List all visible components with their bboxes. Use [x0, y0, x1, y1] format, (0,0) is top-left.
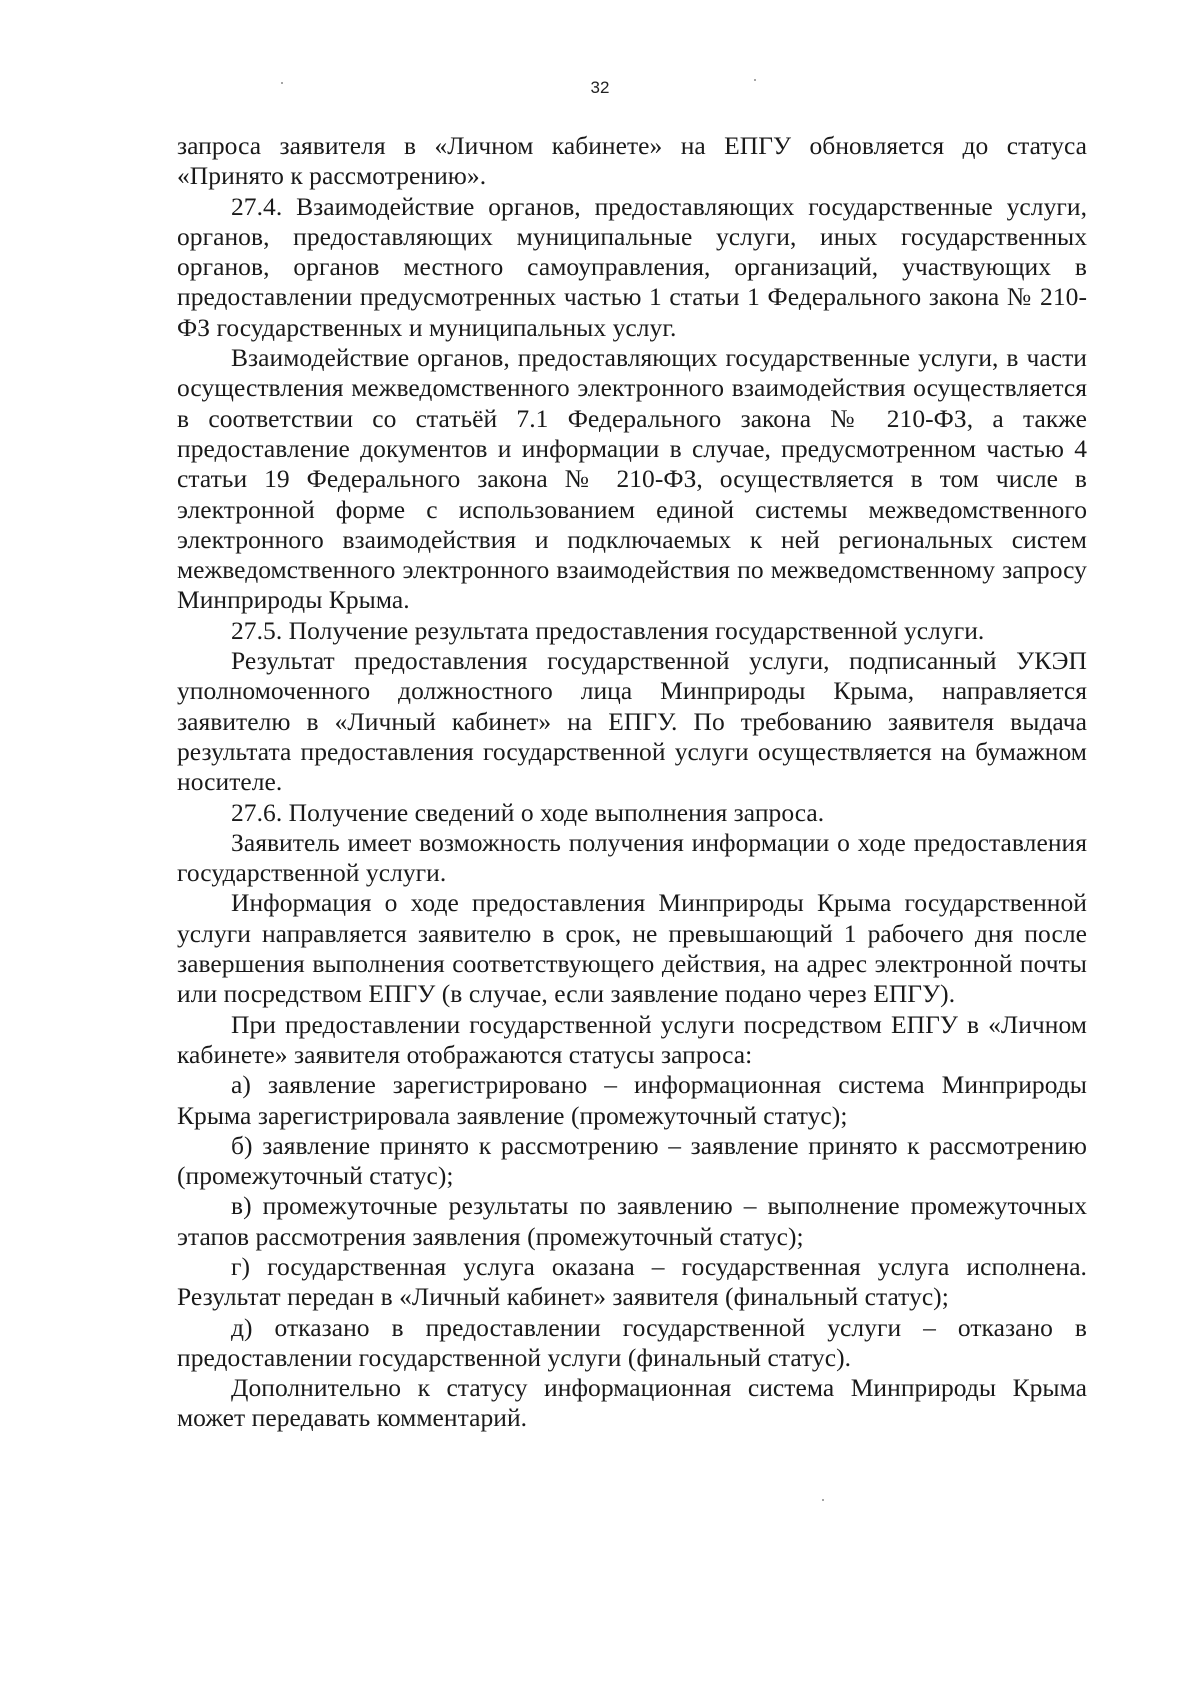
paragraph: 27.6. Получение сведений о ходе выполнения запроса.	[231, 797, 825, 827]
paragraph: Дополнительно к статусу информационная система Минприроды Крыма может передавать комментарий.	[177, 1373, 1087, 1433]
scan-speck	[754, 79, 756, 81]
list-item: б) заявление принято к рассмотрению – заявление принято к рассмотрению (промежуточный статус);	[177, 1130, 1087, 1191]
scan-speck	[281, 82, 283, 84]
list-item: а) заявление зарегистрировано – информационная система Минприроды Крыма зарегистрировала заявление (промежуточный статус);	[177, 1070, 1087, 1130]
paragraph: Заявитель имеет возможность получения информации о ходе предоставления государственной услуги.	[177, 827, 1087, 888]
list-item: г) государственная услуга оказана – государственная услуга исполнена. Результат передан в «Личный кабинет» заявителя (финальный статус);	[177, 1251, 1087, 1312]
paragraph: 27.4. Взаимодействие органов, предоставляющих государственные услуги, органов, предоставляющих муниципальные услуги, иных государственных органов, органов местного самоуправления, организаций, участвующих в предоставлении предусмотренных частью 1 статьи 1 Федерального закона № 210-ФЗ государственных и муниципальных услуг.	[177, 191, 1087, 342]
page-number: 32	[590, 78, 610, 97]
paragraph: 27.5. Получение результата предоставления государственной услуги.	[231, 615, 985, 645]
paragraph: При предоставлении государственной услуги посредством ЕПГУ в «Личном кабинете» заявителя отображаются статусы запроса:	[177, 1009, 1087, 1069]
list-item: д) отказано в предоставлении государственной услуги – отказано в предоставлении государственной услуги (финальный статус).	[177, 1312, 1087, 1372]
paragraph: запроса заявителя в «Личном кабинете» на ЕПГУ обновляется до статуса «Принято к рассмотрению».	[177, 131, 1087, 191]
list-item: в) промежуточные результаты по заявлению – выполнение промежуточных этапов рассмотрения заявления (промежуточный статус);	[177, 1191, 1087, 1251]
paragraph: Результат предоставления государственной услуги, подписанный УКЭП уполномоченного должностного лица Минприроды Крыма, направляется заявителю в «Личный кабинет» на ЕПГУ. По требованию заявителя выдача результата предоставления государственной услуги осуществляется на бумажном носителе.	[177, 646, 1087, 797]
paragraph: Информация о ходе предоставления Минприроды Крыма государственной услуги направляется заявителю в срок, не превышающий 1 рабочего дня после завершения выполнения соответствующего действия, на адрес электронной почты или посредством ЕПГУ (в случае, если заявление подано через ЕПГУ).	[177, 888, 1087, 1009]
document-body	[177, 131, 1087, 1434]
paragraph: Взаимодействие органов, предоставляющих государственные услуги, в части осуществления межведомственного электронного взаимодействия осуществляется в соответствии со статьёй 7.1 Федерального закона № 210-ФЗ, а также предоставление документов и информации в случае, предусмотренном частью 4 статьи 19 Федерального закона № 210-ФЗ, осуществляется в том числе в электронной форме с использованием единой системы межведомственного электронного взаимодействия и подключаемых к ней региональных систем межведомственного электронного взаимодействия по межведомственному запросу Минприроды Крыма.	[177, 343, 1087, 615]
scan-speck	[822, 1499, 824, 1501]
